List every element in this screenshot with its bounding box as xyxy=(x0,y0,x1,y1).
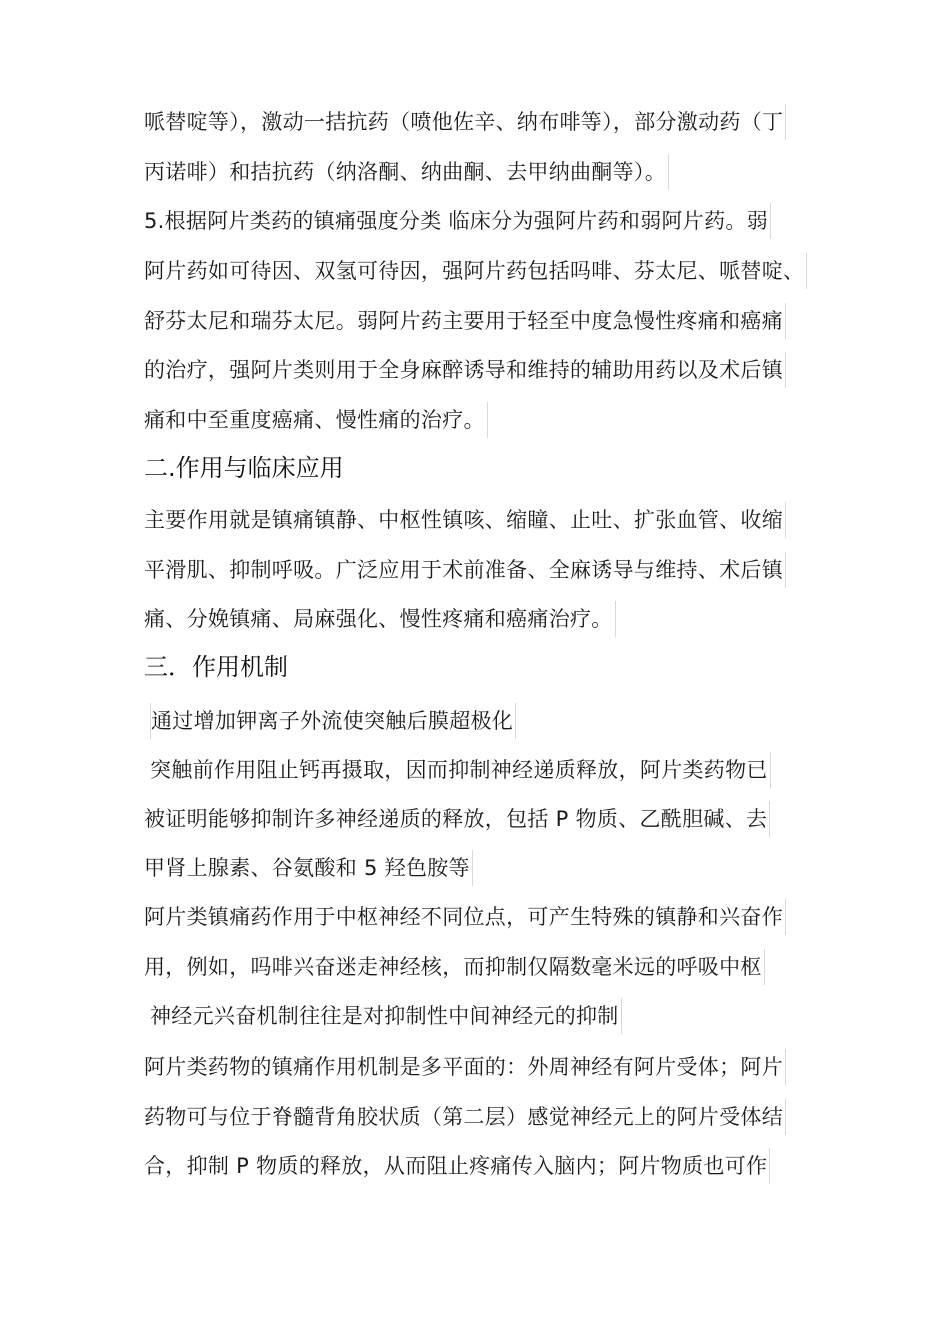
paragraph-line: 舒芬太尼和瑞芬太尼。弱阿片药主要用于轻至中度急慢性疼痛和癌痛 xyxy=(144,303,786,339)
paragraph-line: 5.根据阿片类药的镇痛强度分类 临床分为强阿片药和弱阿片药。弱 xyxy=(144,203,771,239)
paragraph-line: 主要作用就是镇痛镇静、中枢性镇咳、缩瞳、止吐、扩张血管、收缩 xyxy=(144,502,786,538)
paragraph-line: 平滑肌、抑制呼吸。广泛应用于术前准备、全麻诱导与维持、术后镇 xyxy=(144,552,786,588)
paragraph-line: 神经元兴奋机制往往是对抑制性中间神经元的抑制 xyxy=(150,998,622,1034)
paragraph-line: 阿片药如可待因、双氢可待因，强阿片药包括吗啡、芬太尼、哌替啶、 xyxy=(144,253,807,289)
paragraph-line: 阿片类镇痛药作用于中枢神经不同位点，可产生特殊的镇静和兴奋作 xyxy=(144,899,786,935)
paragraph-line: 丙诺啡）和拮抗药（纳洛酮、纳曲酮、去甲纳曲酮等）。 xyxy=(144,154,669,190)
paragraph-line: 突触前作用阻止钙再摄取，因而抑制神经递质释放，阿片类药物已 xyxy=(150,752,771,788)
section-heading: 二.作用与临床应用 xyxy=(144,454,344,482)
paragraph-line: 痛和中至重度癌痛、慢性痛的治疗。 xyxy=(144,402,488,438)
paragraph-line: 阿片类药物的镇痛作用机制是多平面的：外周神经有阿片受体；阿片 xyxy=(144,1049,786,1085)
paragraph-line: 合，抑制 P 物质的释放，从而阻止疼痛传入脑内；阿片物质也可作 xyxy=(144,1148,770,1184)
paragraph-line: 通过增加钾离子外流使突触后膜超极化 xyxy=(150,703,516,739)
paragraph-line: 被证明能够抑制许多神经递质的释放，包括 P 物质、乙酰胆碱、去 xyxy=(144,801,770,837)
paragraph-line: 的治疗，强阿片类则用于全身麻醉诱导和维持的辅助用药以及术后镇 xyxy=(144,352,786,388)
paragraph-line: 哌替啶等），激动一拮抗药（喷他佐辛、纳布啡等），部分激动药（丁 xyxy=(144,104,786,140)
paragraph-line: 甲肾上腺素、谷氨酸和 5 羟色胺等 xyxy=(144,850,473,886)
paragraph-line: 用，例如，吗啡兴奋迷走神经核，而抑制仅隔数毫米远的呼吸中枢 xyxy=(144,949,765,985)
paragraph-line: 痛、分娩镇痛、局麻强化、慢性疼痛和癌痛治疗。 xyxy=(144,601,616,637)
paragraph-line: 药物可与位于脊髓背角胶状质（第二层）感觉神经元上的阿片受体结 xyxy=(144,1099,786,1135)
section-heading: 三．作用机制 xyxy=(144,653,288,681)
